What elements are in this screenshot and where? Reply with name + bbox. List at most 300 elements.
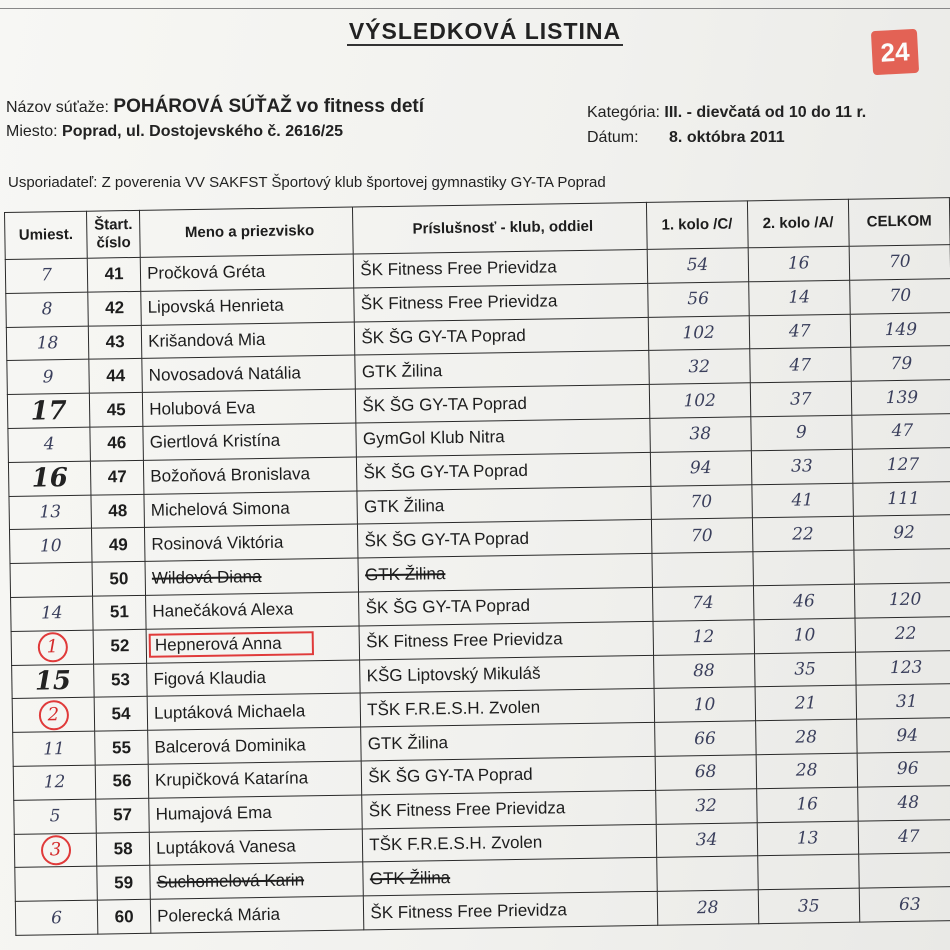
round2-cell-text: 33 <box>790 456 813 477</box>
round2-cell <box>753 550 855 585</box>
start-number-cell <box>88 325 142 360</box>
round1-cell <box>650 451 752 486</box>
name-cell-text: Krupičková Katarína <box>154 768 309 791</box>
total-cell-text: 111 <box>887 488 920 510</box>
round1-cell-text: 88 <box>692 660 715 682</box>
total-cell <box>851 380 950 415</box>
start-number-cell <box>89 359 143 394</box>
name-cell-text: Lipovská Henrieta <box>147 295 284 317</box>
start-number-cell-text: 50 <box>109 568 129 588</box>
club-cell-text: GTK Žilina <box>364 563 446 584</box>
rank-cell-text: 2 <box>38 700 68 730</box>
round2-cell <box>752 483 854 518</box>
club-cell <box>364 891 658 929</box>
round2-cell <box>755 686 857 721</box>
name-cell <box>149 795 363 832</box>
place-line <box>6 123 343 141</box>
rank-cell <box>15 866 98 901</box>
start-number-cell-text: 59 <box>114 872 134 893</box>
start-number-cell <box>96 798 150 833</box>
start-number-cell-text: 58 <box>113 838 133 859</box>
rank-cell <box>12 698 95 733</box>
header-round1: 1. kolo /C/ <box>646 201 748 250</box>
total-cell-text: 70 <box>888 252 911 273</box>
total-cell-text: 31 <box>895 691 918 712</box>
start-number-cell <box>95 730 149 765</box>
club-cell-text: ŠK ŠG GY-TA Poprad <box>362 393 527 415</box>
name-cell <box>147 660 361 697</box>
rank-cell <box>10 562 93 597</box>
club-cell-text: ŠK Fitness Free Prievidza <box>360 291 558 314</box>
date-label: Dátum: <box>587 129 639 146</box>
header-start-line1: Štart. <box>94 215 133 234</box>
club-cell <box>362 756 656 794</box>
rank-cell-text: 18 <box>36 333 59 354</box>
name-cell-text: Giertlová Kristína <box>149 431 281 453</box>
rank-cell-text: 11 <box>43 738 65 759</box>
total-cell-text: 127 <box>886 454 920 476</box>
club-cell-text: ŠK Fitness Free Prievidza <box>370 899 568 922</box>
organizer-line: Usporiadateľ: Z poverenia VV SAKFST Športový klub športovej gymnastiky GY-TA Poprad <box>8 174 606 191</box>
start-number-cell-text: 47 <box>107 467 127 487</box>
name-cell <box>141 288 355 325</box>
rank-cell-text: 17 <box>30 395 67 427</box>
round2-cell <box>757 821 859 856</box>
club-cell-text: TŠK F.R.E.S.H. Zvolen <box>367 697 541 720</box>
rank-cell <box>7 360 90 395</box>
date-line <box>587 129 785 147</box>
round2-cell <box>756 787 858 822</box>
round1-cell-text: 70 <box>690 491 713 513</box>
round2-cell-text: 10 <box>793 625 816 646</box>
rank-cell-text: 1 <box>37 632 67 662</box>
round1-cell-text: 32 <box>695 796 718 817</box>
club-cell <box>357 452 651 490</box>
round1-cell-text: 102 <box>683 390 717 411</box>
name-cell-text: Balcerová Dominika <box>154 734 306 757</box>
start-number-cell <box>97 866 151 901</box>
round2-cell-text: 16 <box>796 794 819 815</box>
club-cell <box>363 824 657 862</box>
club-cell-text: GTK Žilina <box>369 867 451 889</box>
start-number-cell-text: 42 <box>105 298 125 318</box>
start-number-cell-text: 44 <box>106 365 126 386</box>
name-cell-text: Novosadová Natália <box>148 363 301 385</box>
total-cell <box>856 684 950 719</box>
header-round2: 2. kolo /A/ <box>747 199 849 248</box>
total-cell-text: 22 <box>894 623 917 645</box>
category-line <box>587 104 866 122</box>
total-cell <box>852 414 950 449</box>
total-cell-text: 149 <box>884 319 918 341</box>
round1-cell-text: 10 <box>693 694 716 715</box>
round2-cell-text: 35 <box>794 659 817 680</box>
name-cell <box>148 727 362 764</box>
start-number-cell-text: 46 <box>107 433 127 453</box>
rank-cell <box>6 326 89 361</box>
name-cell <box>144 491 358 528</box>
round2-cell <box>754 618 856 653</box>
round2-cell <box>757 855 859 890</box>
total-cell-text: 96 <box>896 759 919 780</box>
name-cell-text: Rosinová Viktória <box>151 532 284 554</box>
name-cell <box>146 626 360 663</box>
club-cell-text: ŠK ŠG GY-TA Poprad <box>364 528 530 551</box>
header-start-line2: číslo <box>96 234 131 252</box>
name-cell <box>150 896 364 933</box>
round2-cell-text: 47 <box>789 355 812 376</box>
round2-cell <box>753 584 855 619</box>
round1-cell <box>655 789 757 824</box>
header-rank: Umiest. <box>5 211 88 259</box>
start-number-cell <box>94 663 148 698</box>
total-cell-text: 47 <box>897 826 920 847</box>
total-cell-text: 48 <box>897 792 920 814</box>
round1-cell <box>652 552 754 587</box>
start-number-cell-text: 48 <box>108 501 128 521</box>
start-number-cell <box>92 561 146 596</box>
club-cell <box>358 554 652 592</box>
results-table <box>4 197 950 936</box>
club-cell-text: ŠK Fitness Free Prievidza <box>365 629 563 652</box>
name-cell-text: Luptáková Vanesa <box>155 836 296 858</box>
total-cell-text: 120 <box>888 589 922 611</box>
club-cell <box>360 655 654 693</box>
total-cell-text: 70 <box>889 285 912 307</box>
rank-cell <box>11 596 94 631</box>
round2-cell <box>755 719 857 754</box>
rank-cell-text: 15 <box>34 665 72 697</box>
rank-cell-text: 10 <box>39 535 62 557</box>
round1-cell-text: 102 <box>682 322 716 344</box>
total-cell-text: 79 <box>890 353 913 374</box>
name-cell <box>149 828 363 865</box>
club-cell <box>361 723 655 761</box>
rank-cell <box>15 900 98 935</box>
total-cell <box>859 853 950 888</box>
round2-cell-text: 22 <box>791 524 814 545</box>
round1-cell <box>648 315 750 350</box>
total-cell <box>851 346 950 381</box>
round1-cell-text: 70 <box>690 525 713 547</box>
rank-cell <box>12 664 95 699</box>
start-number-cell <box>93 595 147 630</box>
total-cell <box>852 447 950 482</box>
round1-cell <box>649 417 751 452</box>
round1-cell <box>652 586 754 621</box>
start-number-cell <box>96 832 150 867</box>
start-number-cell-text: 55 <box>111 737 132 757</box>
club-cell <box>359 621 653 659</box>
rank-cell-text: 7 <box>40 265 53 286</box>
round2-cell-text: 28 <box>795 760 818 781</box>
rank-cell-text: 16 <box>31 463 69 494</box>
round2-cell <box>750 381 852 416</box>
club-cell-text: GTK Žilina <box>363 496 445 517</box>
name-cell <box>147 693 361 730</box>
round1-cell <box>655 755 757 790</box>
round1-cell <box>649 383 751 418</box>
round1-cell <box>647 282 749 317</box>
club-cell-text: TŠK F.R.E.S.H. Zvolen <box>369 832 543 855</box>
rank-cell-text: 8 <box>41 299 53 320</box>
round1-cell <box>653 653 755 688</box>
name-cell-text: Luptáková Michaela <box>153 701 306 723</box>
rank-cell-text: 6 <box>51 907 63 928</box>
place-label: Miesto: <box>6 123 58 140</box>
start-number-cell-text: 52 <box>110 636 130 656</box>
start-number-cell-text: 57 <box>112 805 133 825</box>
club-cell-text: GTK Žilina <box>361 360 443 382</box>
round1-cell-text: 94 <box>689 458 712 479</box>
rank-cell-text: 4 <box>43 434 55 455</box>
round1-cell-text: 38 <box>689 424 712 445</box>
round2-cell-text: 41 <box>791 490 814 511</box>
round2-cell-text: 9 <box>795 422 807 443</box>
total-cell <box>853 481 950 516</box>
round2-cell-text: 28 <box>795 726 818 748</box>
total-cell-text: 123 <box>889 657 923 679</box>
round1-cell <box>651 518 753 553</box>
header-name: Meno a priezvisko <box>140 207 354 257</box>
start-number-cell <box>92 528 146 563</box>
round1-cell-text: 54 <box>686 255 709 276</box>
rank-cell <box>14 833 97 868</box>
club-cell <box>360 689 654 727</box>
round2-cell-text: 37 <box>789 388 812 410</box>
round1-cell <box>648 349 750 384</box>
club-cell-text: GTK Žilina <box>367 732 449 753</box>
start-number-cell-text: 41 <box>104 264 124 284</box>
rank-cell-text: 12 <box>43 772 66 793</box>
round2-cell <box>751 415 853 450</box>
start-number-cell-text: 49 <box>108 534 128 555</box>
club-cell <box>354 283 648 321</box>
name-cell <box>150 862 364 899</box>
start-number-cell <box>89 393 143 428</box>
club-cell <box>363 858 657 896</box>
start-number-cell <box>97 899 151 934</box>
competition-label: Názov súťaže: <box>6 99 109 116</box>
round1-cell <box>653 620 755 655</box>
rank-cell <box>13 731 96 766</box>
total-cell <box>857 785 950 820</box>
name-cell-text: Suchomelová Karin <box>156 870 305 892</box>
total-cell-text: 94 <box>896 725 919 746</box>
rank-cell <box>8 427 91 462</box>
club-cell-text: ŠK ŠG GY-TA Poprad <box>361 325 526 348</box>
round2-cell <box>752 517 854 552</box>
rank-cell-text: 5 <box>49 806 61 827</box>
name-cell <box>145 524 359 561</box>
start-number-cell <box>91 494 145 529</box>
total-cell <box>854 549 950 584</box>
round1-cell <box>656 856 758 891</box>
name-cell-text: Wildová Diana <box>151 566 262 588</box>
total-cell-text: 139 <box>885 387 919 408</box>
name-cell-text: Hanečáková Alexa <box>152 599 294 622</box>
top-border <box>0 0 950 9</box>
name-cell <box>145 558 359 595</box>
round2-cell-text: 21 <box>794 693 817 714</box>
club-cell-text: GymGol Klub Nitra <box>362 427 505 449</box>
name-cell-text: Polerecká Mária <box>157 904 281 926</box>
club-cell-text: ŠK Fitness Free Prievidza <box>368 798 566 821</box>
club-cell-text: ŠK ŠG GY-TA Poprad <box>365 596 531 618</box>
round1-cell-text: 66 <box>694 728 717 749</box>
round2-cell <box>749 314 851 349</box>
round2-cell <box>748 246 850 281</box>
round2-cell <box>748 280 850 315</box>
header-start-number <box>87 210 141 258</box>
competition-suffix: vo fitness detí <box>296 96 424 117</box>
club-cell <box>362 790 656 828</box>
round1-cell-text: 28 <box>696 897 719 918</box>
name-cell <box>141 322 355 359</box>
name-cell <box>142 389 356 426</box>
total-cell <box>853 515 950 550</box>
start-number-cell <box>94 697 148 732</box>
name-cell-text: Božoňová Bronislava <box>150 464 311 486</box>
club-cell-text: KŠG Liptovský Mikuláš <box>366 663 541 686</box>
total-cell <box>856 718 950 753</box>
round2-cell <box>751 449 853 484</box>
rank-cell-text: 13 <box>39 502 62 523</box>
club-cell <box>355 351 649 389</box>
name-cell <box>146 592 360 629</box>
category-label: Kategória: <box>587 104 660 121</box>
rank-cell <box>13 765 96 800</box>
round1-cell <box>651 484 753 519</box>
rank-cell <box>9 495 92 530</box>
round2-cell-text: 13 <box>796 828 819 849</box>
name-cell-text: Hepnerová Anna <box>149 631 314 658</box>
total-cell <box>849 245 950 280</box>
total-cell <box>850 312 950 347</box>
round1-cell <box>657 890 759 925</box>
club-cell <box>356 418 650 456</box>
competition-line <box>6 96 424 118</box>
club-cell <box>357 486 651 524</box>
page-title <box>0 18 950 45</box>
club-cell-text: ŠK ŠG GY-TA Poprad <box>363 460 529 483</box>
round1-cell-text: 12 <box>692 627 715 648</box>
club-cell-text: ŠK ŠG GY-TA Poprad <box>368 765 533 787</box>
start-number-cell-text: 53 <box>110 670 131 690</box>
start-number-cell <box>95 764 149 799</box>
rank-cell <box>9 529 92 564</box>
total-cell <box>859 887 950 922</box>
club-cell <box>355 317 649 355</box>
name-cell <box>143 423 357 460</box>
start-number-cell <box>93 629 147 664</box>
rank-cell-text: 14 <box>40 603 63 624</box>
club-cell <box>354 249 648 287</box>
start-number-cell <box>88 291 142 326</box>
club-cell-text: ŠK Fitness Free Prievidza <box>360 257 557 280</box>
header-club: Príslušnosť - klub, oddiel <box>353 202 647 254</box>
round1-cell <box>654 721 756 756</box>
rank-cell <box>11 630 94 665</box>
start-number-cell-text: 45 <box>106 399 126 419</box>
title-text: VÝSLEDKOVÁ LISTINA <box>348 18 622 44</box>
round2-cell-text: 46 <box>793 591 815 613</box>
total-cell <box>858 819 950 854</box>
name-cell <box>140 254 354 291</box>
total-cell-text: 92 <box>893 522 916 543</box>
name-cell-text: Pročková Gréta <box>146 262 266 284</box>
rank-cell-text: 9 <box>42 367 54 388</box>
club-cell <box>359 587 653 625</box>
club-cell <box>356 385 650 423</box>
total-cell <box>855 616 950 651</box>
competition-name: POHÁROVÁ SÚŤAŽ <box>113 96 292 117</box>
total-cell <box>857 752 950 787</box>
round1-cell-text: 34 <box>695 829 718 851</box>
round2-cell <box>754 652 856 687</box>
name-cell-text: Humajová Ema <box>155 803 272 824</box>
name-cell-text: Holubová Eva <box>149 397 256 419</box>
start-number-cell <box>87 257 141 292</box>
round2-cell <box>756 753 858 788</box>
place-value: Poprad, ul. Dostojevského č. 2616/25 <box>62 123 344 140</box>
start-number-cell <box>90 460 144 495</box>
round1-cell-text: 56 <box>687 289 710 310</box>
name-cell <box>142 355 356 392</box>
name-cell-text: Figová Klaudia <box>153 667 267 689</box>
name-cell <box>148 761 362 798</box>
start-number-cell-text: 43 <box>105 332 125 352</box>
total-cell <box>850 278 950 313</box>
start-number-cell-text: 60 <box>114 906 134 926</box>
rank-cell <box>8 461 91 496</box>
news-logo: 24 <box>871 29 919 75</box>
rank-cell-text: 3 <box>40 835 70 865</box>
round1-cell <box>656 822 758 857</box>
start-number-cell-text: 56 <box>112 771 132 791</box>
round1-cell-text: 68 <box>694 762 717 783</box>
rank-cell <box>7 393 90 428</box>
round2-cell-text: 14 <box>788 287 811 308</box>
name-cell-text: Krišandová Mia <box>148 329 266 351</box>
rank-cell <box>14 799 97 834</box>
header-total: CELKOM <box>848 198 950 247</box>
total-cell <box>854 583 950 618</box>
total-cell-text: 63 <box>898 894 921 915</box>
total-cell <box>855 650 950 685</box>
round1-cell-text: 74 <box>691 593 714 614</box>
start-number-cell-text: 54 <box>111 703 131 724</box>
rank-cell <box>5 258 88 293</box>
round2-cell-text: 16 <box>787 253 810 275</box>
round2-cell-text: 47 <box>788 321 811 342</box>
table-body <box>5 245 950 936</box>
category-value: III. - dievčatá od 10 do 11 r. <box>664 104 867 121</box>
round1-cell <box>647 248 749 283</box>
round2-cell-text: 35 <box>797 895 820 917</box>
start-number-cell <box>90 426 144 461</box>
date-value: 8. októbra 2011 <box>669 129 785 146</box>
rank-cell <box>6 292 89 327</box>
club-cell <box>358 520 652 558</box>
total-cell-text: 47 <box>891 421 914 442</box>
name-cell <box>144 457 358 494</box>
name-cell-text: Michelová Simona <box>150 498 290 520</box>
start-number-cell-text: 51 <box>109 602 130 622</box>
round2-cell <box>749 348 851 383</box>
round2-cell <box>758 888 860 923</box>
round1-cell-text: 32 <box>688 356 711 378</box>
